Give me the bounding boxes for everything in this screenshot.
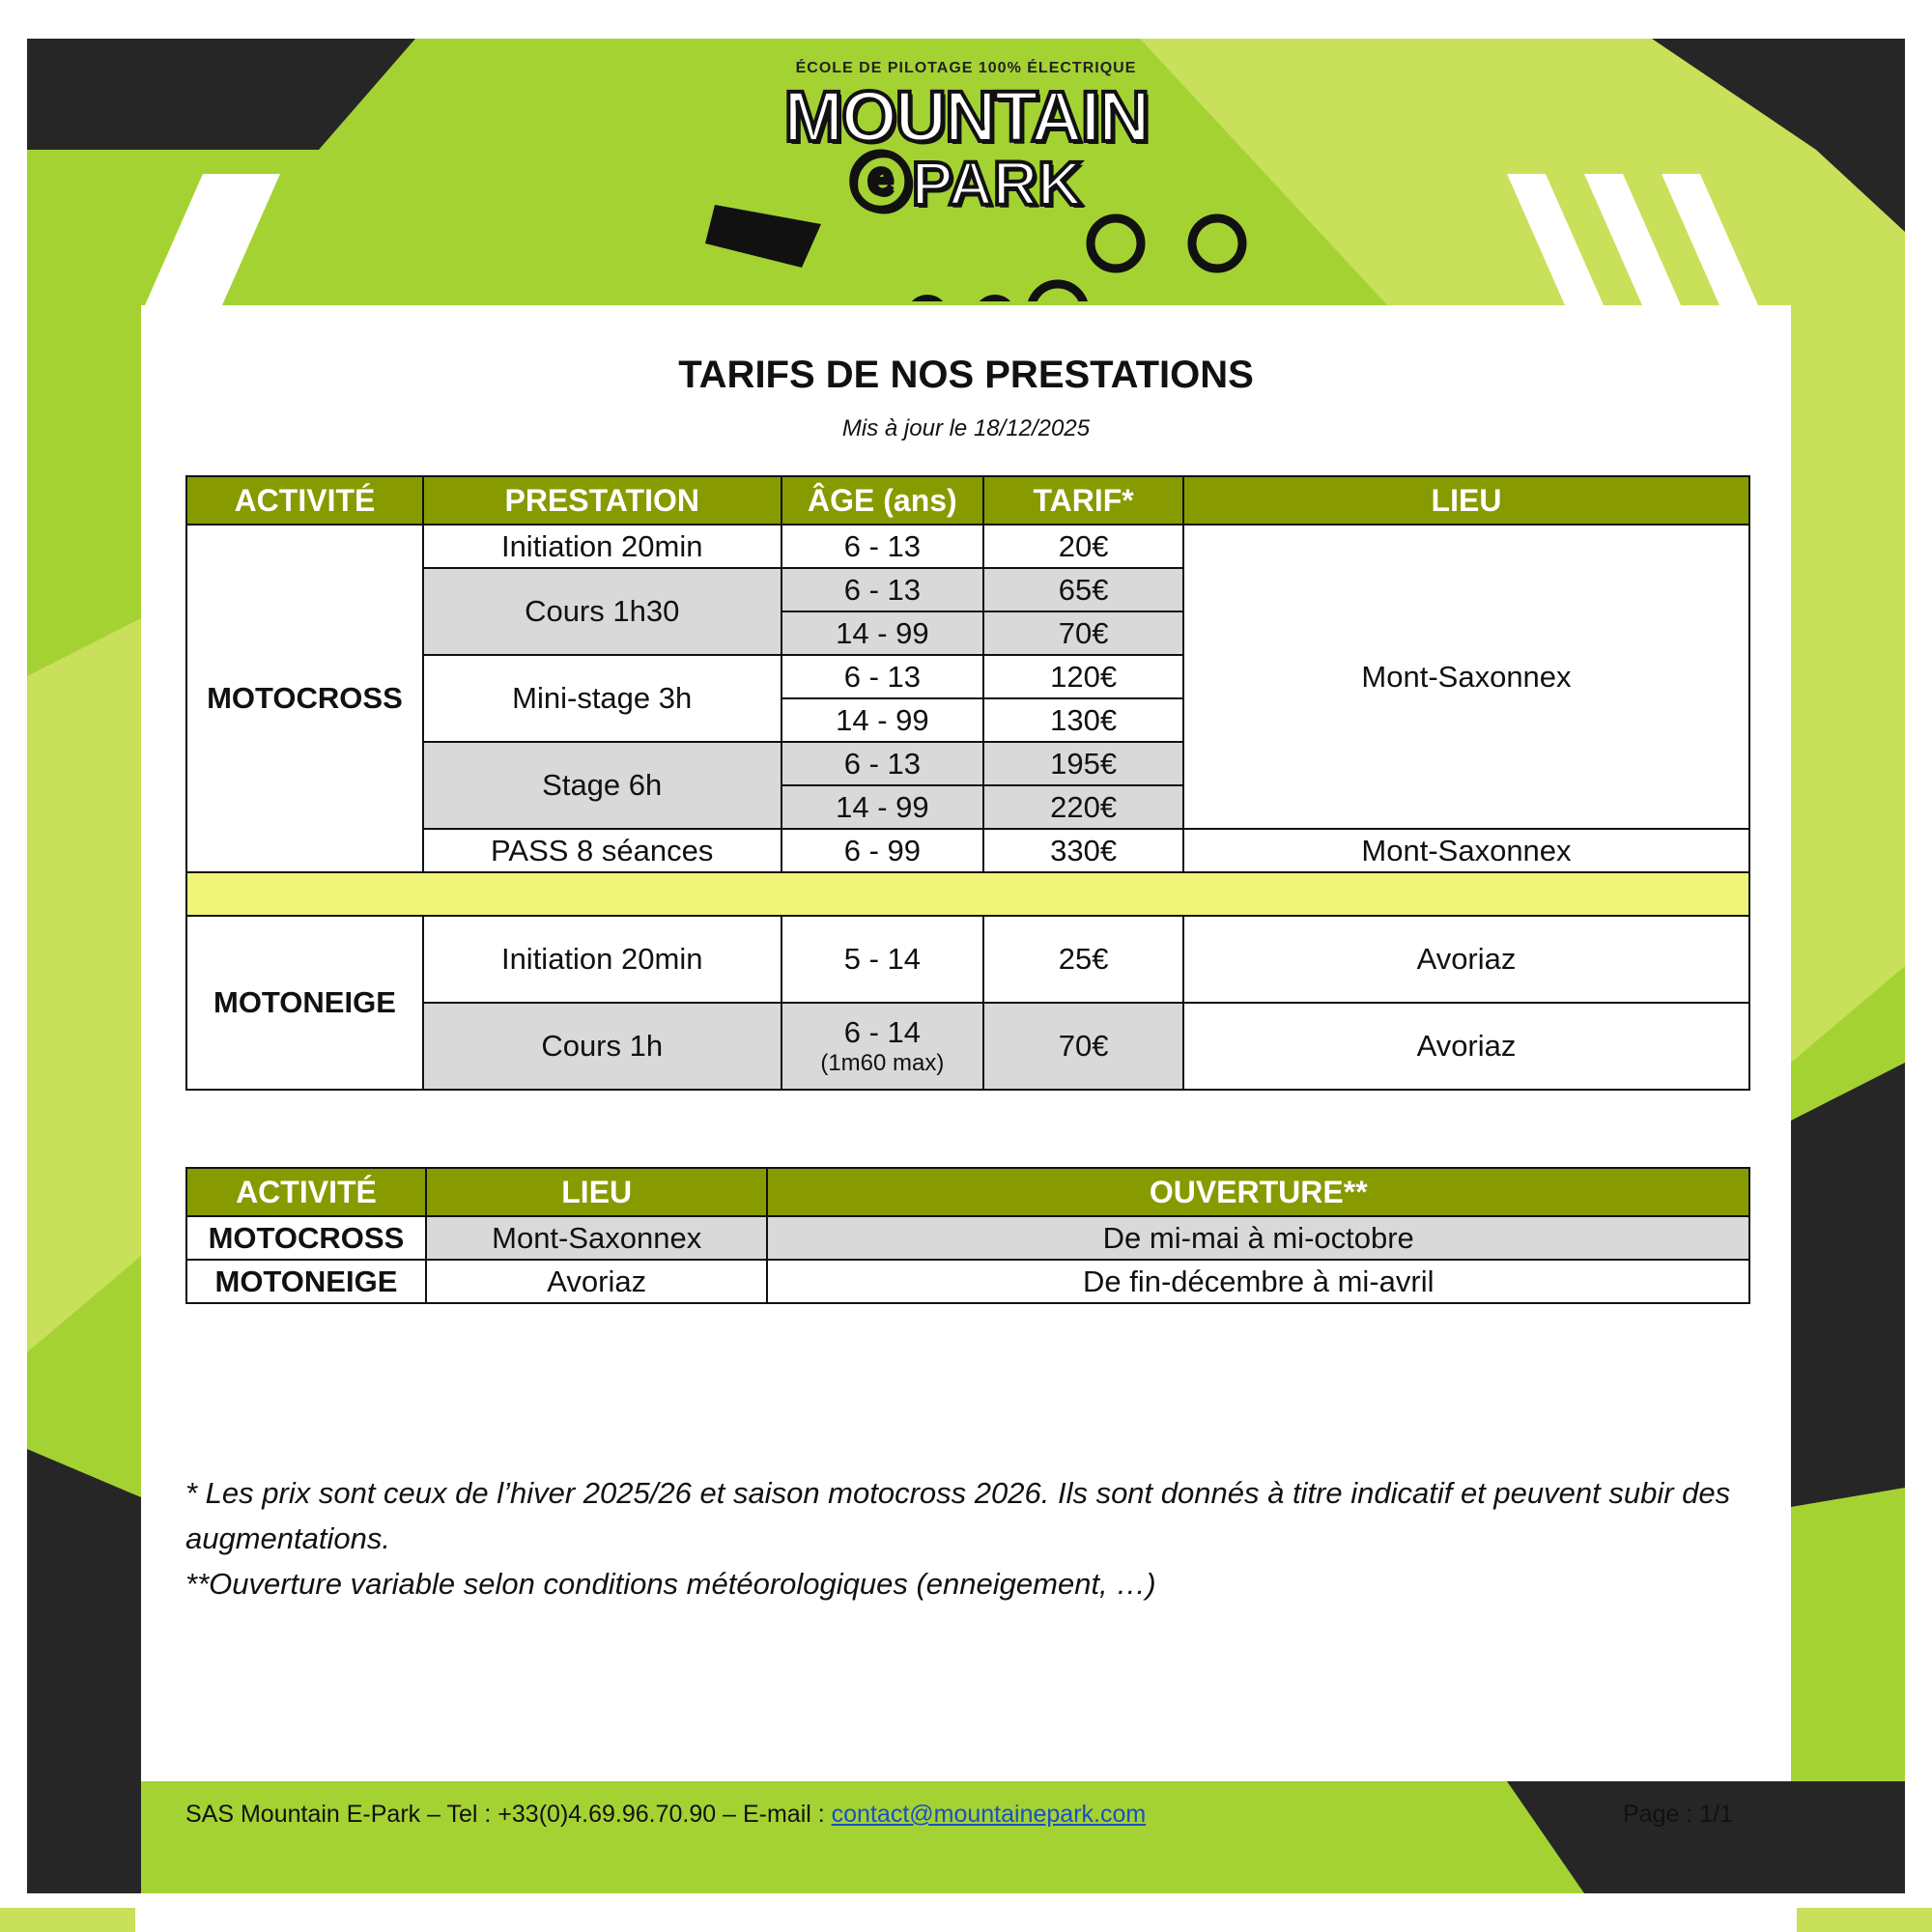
price-cell: 130€: [983, 698, 1183, 742]
location-cell: Mont-Saxonnex: [1183, 829, 1749, 872]
age-cell: 6 - 13: [781, 742, 984, 785]
age-cell: 14 - 99: [781, 611, 984, 655]
brand-name: MOUNTAIN: [783, 76, 1149, 156]
opening-header-row: [186, 1168, 1749, 1216]
header-opening: OUVERTURE**: [767, 1168, 1749, 1216]
age-cell: 6 - 13: [781, 525, 984, 568]
brand-tagline: ÉCOLE DE PILOTAGE 100% ÉLECTRIQUE: [795, 60, 1137, 76]
brand-logo: [676, 60, 1256, 301]
location-cell: Avoriaz: [426, 1260, 768, 1303]
prestation-cell: Stage 6h: [423, 742, 781, 829]
activity-motocross: MOTOCROSS: [186, 525, 423, 872]
header-activity: ACTIVITÉ: [186, 1168, 426, 1216]
activity-cell: MOTOCROSS: [186, 1216, 426, 1260]
age-cell: [781, 1003, 984, 1090]
separator-cell: [186, 872, 1749, 916]
price-cell: 195€: [983, 742, 1183, 785]
table-row: [186, 525, 1749, 568]
prestation-cell: PASS 8 séances: [423, 829, 781, 872]
header-age: ÂGE (ans): [781, 476, 984, 525]
price-cell: 120€: [983, 655, 1183, 698]
opening-note: **Ouverture variable selon conditions météorologiques (enneigement, …): [185, 1567, 1156, 1601]
location-cell: Mont-Saxonnex: [426, 1216, 768, 1260]
age-cell: 6 - 13: [781, 568, 984, 611]
prestation-cell: Cours 1h: [423, 1003, 781, 1090]
header-activity: ACTIVITÉ: [186, 476, 423, 525]
price-cell: 25€: [983, 916, 1183, 1003]
location-cell: Avoriaz: [1183, 1003, 1749, 1090]
age-cell: 6 - 13: [781, 655, 984, 698]
price-cell: 70€: [983, 611, 1183, 655]
table-row: [186, 916, 1749, 1003]
brand-name-second-line: ⓔPARK: [849, 149, 1083, 218]
pricing-header-row: [186, 476, 1749, 525]
opening-cell: De mi-mai à mi-octobre: [767, 1216, 1749, 1260]
header-location: LIEU: [426, 1168, 768, 1216]
price-cell: 330€: [983, 829, 1183, 872]
footer-contact: [185, 1801, 1146, 1829]
page-title: TARIFS DE NOS PRESTATIONS: [678, 354, 1254, 396]
location-cell: Mont-Saxonnex: [1183, 525, 1749, 829]
opening-cell: De fin-décembre à mi-avril: [767, 1260, 1749, 1303]
opening-table: [185, 1167, 1750, 1304]
price-cell: 220€: [983, 785, 1183, 829]
header-location: LIEU: [1183, 476, 1749, 525]
pricing-table: [185, 475, 1750, 1091]
age-cell: 14 - 99: [781, 698, 984, 742]
age-note: (1m60 max): [820, 1050, 945, 1076]
location-cell: Avoriaz: [1183, 916, 1749, 1003]
e-power-icon: ⓔ: [849, 149, 912, 218]
company-info: SAS Mountain E-Park – Tel : +33(0)4.69.96.70.90 – E-mail :: [185, 1801, 832, 1828]
age-value: 6 - 14: [843, 1015, 921, 1049]
price-note: * Les prix sont ceux de l’hiver 2025/26 et saison motocross 2026. Ils sont donnés à titre indicatif et peuvent subir des augmentations.: [185, 1476, 1731, 1555]
header-price: TARIF*: [983, 476, 1183, 525]
table-row: [186, 1260, 1749, 1303]
vehicles-illustration: [676, 60, 1256, 301]
page-number: Page : 1/1: [1623, 1801, 1733, 1828]
age-cell: 6 - 99: [781, 829, 984, 872]
activity-motoneige: MOTONEIGE: [186, 916, 423, 1090]
table-row: [186, 1216, 1749, 1260]
age-cell: 5 - 14: [781, 916, 984, 1003]
prestation-cell: Initiation 20min: [423, 525, 781, 568]
email-link[interactable]: contact@mountainepark.com: [831, 1801, 1147, 1828]
price-cell: 20€: [983, 525, 1183, 568]
update-date: Mis à jour le 18/12/2025: [841, 415, 1091, 441]
age-cell: 14 - 99: [781, 785, 984, 829]
prestation-cell: Initiation 20min: [423, 916, 781, 1003]
prestation-cell: Mini-stage 3h: [423, 655, 781, 742]
activity-cell: MOTONEIGE: [186, 1260, 426, 1303]
header-prestation: PRESTATION: [423, 476, 781, 525]
price-cell: 70€: [983, 1003, 1183, 1090]
footnotes: [185, 1470, 1750, 1606]
prestation-cell: Cours 1h30: [423, 568, 781, 655]
section-separator: [186, 872, 1749, 916]
price-cell: 65€: [983, 568, 1183, 611]
